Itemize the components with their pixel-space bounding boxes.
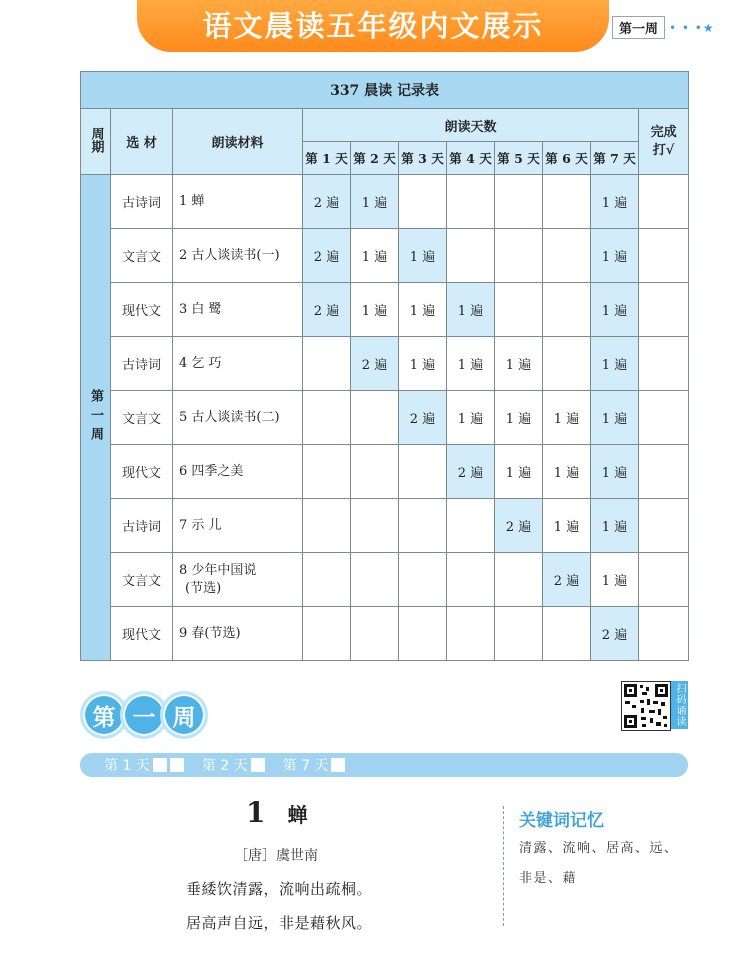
day-cell: 1 遍 (543, 445, 591, 499)
week-heading-char: 第 (80, 691, 128, 739)
week-label-cell: 第一周 (81, 175, 111, 661)
done-checkbox-cell[interactable] (639, 607, 689, 661)
material-type: 现代文 (111, 607, 173, 661)
table-row (81, 229, 689, 283)
header-reading-days: 朗读天数 (303, 109, 639, 142)
day-cell: 1 遍 (591, 175, 639, 229)
day-cell (495, 553, 543, 607)
divider (503, 806, 504, 926)
page-title: 语文晨读五年级内文展示 (202, 8, 544, 43)
header-day-3: 第 3 天 (399, 142, 447, 175)
material-type: 现代文 (111, 445, 173, 499)
day-cell (303, 337, 351, 391)
week-tab (612, 16, 714, 39)
day-cell: 1 遍 (495, 337, 543, 391)
header-day-4: 第 4 天 (447, 142, 495, 175)
day-cell (303, 553, 351, 607)
done-checkbox-cell[interactable] (639, 499, 689, 553)
day-cell (303, 499, 351, 553)
day-cell: 1 遍 (495, 391, 543, 445)
day-cell: 1 遍 (495, 445, 543, 499)
day-cell: 2 遍 (447, 445, 495, 499)
header-day-5: 第 5 天 (495, 142, 543, 175)
header-day-2: 第 2 天 (351, 142, 399, 175)
day-cell: 1 遍 (543, 499, 591, 553)
day-cell (399, 175, 447, 229)
day-cell: 2 遍 (351, 337, 399, 391)
day-cell: 1 遍 (591, 499, 639, 553)
poem-line: 垂緌饮清露，流响出疏桐。 (186, 880, 373, 898)
day-cell: 1 遍 (543, 391, 591, 445)
day-cell: 2 遍 (495, 499, 543, 553)
done-checkbox-cell[interactable] (639, 337, 689, 391)
checkbox-icon[interactable] (251, 758, 265, 772)
material-title-line1: 8 少年中国说 (179, 562, 257, 578)
day-cell (303, 445, 351, 499)
day-cell (351, 445, 399, 499)
checkbox-icon[interactable] (331, 758, 345, 772)
table-row (81, 175, 689, 229)
day-cell (447, 229, 495, 283)
material-title (173, 553, 303, 607)
day-cell (351, 553, 399, 607)
checkbox-icon[interactable] (170, 758, 184, 772)
material-type: 文言文 (111, 229, 173, 283)
material-type: 古诗词 (111, 175, 173, 229)
day-cell (447, 553, 495, 607)
day-cell (543, 229, 591, 283)
day-cell: 1 遍 (591, 553, 639, 607)
table-row (81, 391, 689, 445)
material-type: 文言文 (111, 553, 173, 607)
material-title: 5 古人谈读书(二) (173, 391, 303, 445)
week-heading (80, 691, 200, 739)
day-cell (399, 445, 447, 499)
day-cell (399, 607, 447, 661)
table-row (81, 499, 689, 553)
day-cell (351, 607, 399, 661)
table-row (81, 607, 689, 661)
dots-icon: • • • (669, 20, 703, 35)
day-cell: 1 遍 (591, 283, 639, 337)
day-cell (543, 607, 591, 661)
header-material-type: 选 材 (111, 109, 173, 175)
day-cell: 1 遍 (447, 391, 495, 445)
day-cell: 2 遍 (591, 607, 639, 661)
checkbox-icon[interactable] (153, 758, 167, 772)
day-cell: 1 遍 (351, 175, 399, 229)
done-checkbox-cell[interactable] (639, 445, 689, 499)
day-cell (447, 607, 495, 661)
material-type: 古诗词 (111, 337, 173, 391)
material-type: 古诗词 (111, 499, 173, 553)
poem-number: 1 (246, 796, 266, 829)
day-cell (447, 175, 495, 229)
day-7-marker: 第 7 天 (283, 755, 346, 775)
material-title-line2: (节选) (185, 580, 222, 596)
day-cell (303, 607, 351, 661)
day-cell (447, 499, 495, 553)
day-cell: 2 遍 (543, 553, 591, 607)
poem-title (246, 796, 307, 829)
day-cell (495, 229, 543, 283)
day-cell (495, 607, 543, 661)
keywords-title: 关键词记忆 (519, 811, 604, 831)
day-cell (399, 553, 447, 607)
material-title: 3 白 鹭 (173, 283, 303, 337)
day-cell (495, 283, 543, 337)
material-title: 7 示 儿 (173, 499, 303, 553)
table-row (81, 337, 689, 391)
done-checkbox-cell[interactable] (639, 553, 689, 607)
done-checkbox-cell[interactable] (639, 175, 689, 229)
day-cell: 1 遍 (399, 229, 447, 283)
keywords-text: 清露、流响、居高、远、非是、藉 (519, 841, 679, 886)
week-tab-label: 第一周 (612, 16, 665, 39)
table-row (81, 283, 689, 337)
day-cell (303, 391, 351, 445)
week-heading-char: 周 (160, 691, 208, 739)
material-title: 1 蝉 (173, 175, 303, 229)
header-day-1: 第 1 天 (303, 142, 351, 175)
header-reading-material: 朗读材料 (173, 109, 303, 175)
day-2-marker: 第 2 天 (202, 755, 265, 775)
day-cell (351, 391, 399, 445)
day-cell: 2 遍 (303, 229, 351, 283)
day-cell (543, 175, 591, 229)
day-cell: 1 遍 (447, 283, 495, 337)
day-cell (399, 499, 447, 553)
day-cell: 1 遍 (591, 337, 639, 391)
day-cell: 2 遍 (303, 283, 351, 337)
qr-code-icon[interactable] (621, 681, 671, 731)
material-title: 4 乞 巧 (173, 337, 303, 391)
header-period: 周期 (81, 109, 111, 175)
material-type: 现代文 (111, 283, 173, 337)
day-cell: 1 遍 (351, 229, 399, 283)
day-progress-bar (80, 753, 688, 777)
table-row (81, 553, 689, 607)
day-cell (543, 337, 591, 391)
day-cell (543, 283, 591, 337)
day-cell: 1 遍 (351, 283, 399, 337)
poem-author: ［唐］虞世南 (234, 848, 318, 864)
material-title: 2 古人谈读书(一) (173, 229, 303, 283)
day-cell: 1 遍 (591, 445, 639, 499)
week-heading-char: 一 (120, 691, 168, 739)
poem-line: 居高声自远，非是藉秋风。 (186, 914, 373, 932)
done-checkbox-cell[interactable] (639, 229, 689, 283)
day-cell (351, 499, 399, 553)
material-title: 9 春(节选) (173, 607, 303, 661)
day-cell: 1 遍 (447, 337, 495, 391)
day-cell (495, 175, 543, 229)
table-caption: 337 晨读 记录表 (81, 72, 689, 109)
header-done: 完成打√ (639, 109, 689, 175)
day-cell: 1 遍 (399, 337, 447, 391)
poem-name: 蝉 (287, 803, 308, 827)
table-row (81, 445, 689, 499)
done-checkbox-cell[interactable] (639, 283, 689, 337)
day-cell: 2 遍 (303, 175, 351, 229)
day-cell: 2 遍 (399, 391, 447, 445)
done-checkbox-cell[interactable] (639, 391, 689, 445)
reading-record-table (80, 71, 689, 661)
header-day-6: 第 6 天 (543, 142, 591, 175)
star-icon: ★ (702, 20, 714, 35)
day-cell: 1 遍 (591, 391, 639, 445)
day-1-marker: 第 1 天 (104, 755, 184, 775)
day-cell: 1 遍 (591, 229, 639, 283)
material-type: 文言文 (111, 391, 173, 445)
material-title: 6 四季之美 (173, 445, 303, 499)
header-day-7: 第 7 天 (591, 142, 639, 175)
qr-scan-label: 扫码诵读 (671, 681, 688, 729)
title-banner (137, 0, 609, 52)
day-cell: 1 遍 (399, 283, 447, 337)
